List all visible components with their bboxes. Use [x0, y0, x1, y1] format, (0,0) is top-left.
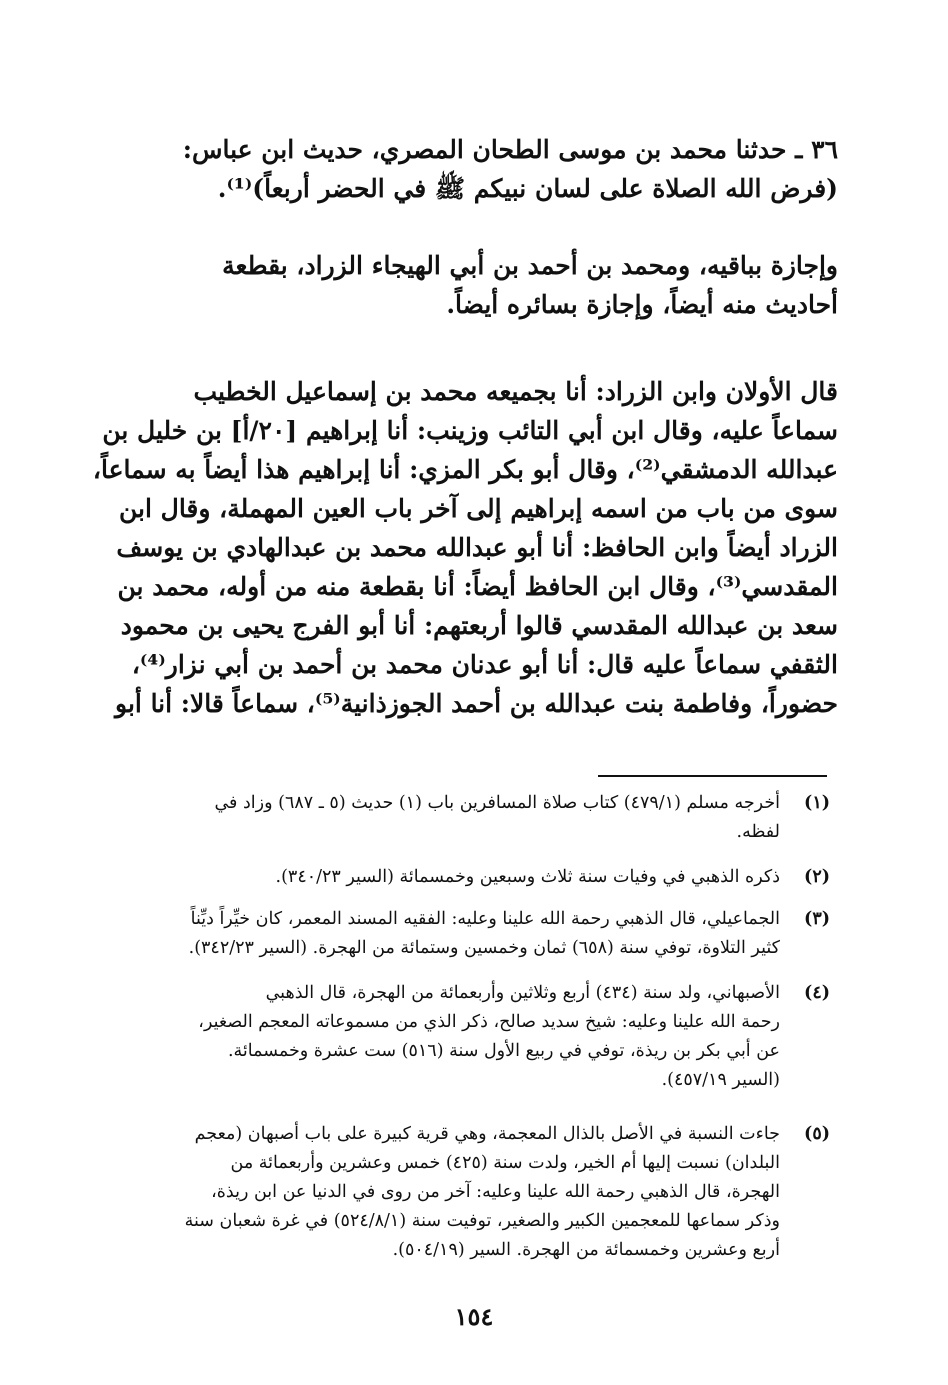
text-line: الثقفي سماعاً عليه قال: أنا أبو عدنان محمد بن أحمد بن أبي نزار⁽⁴⁾،: [131, 650, 838, 679]
footnote-number: (٣): [804, 909, 830, 929]
footnote-line: أخرجه مسلم (٤٧٩/١) كتاب صلاة المسافرين باب (١) حديث (٥ ـ ٦٨٧) وزاد في: [214, 793, 780, 813]
footnote-line: الأصبهاني، ولد سنة (٤٣٤) أربع وثلاثين وأربعمائة من الهجرة، قال الذهبي: [265, 983, 780, 1003]
text-line: الزراد أيضاً وابن الحافظ: أنا أبو عبدالله محمد بن عبدالهادي بن يوسف: [116, 533, 838, 562]
text-line: أحاديث منه أيضاً، وإجازة بسائره أيضاً.: [446, 290, 838, 319]
footnote-line: أربع وعشرين وخمسمائة من الهجرة. السير (٥٠٤/١٩).: [392, 1240, 780, 1260]
text-line: حضوراً، وفاطمة بنت عبدالله بن أحمد الجوزذانية⁽⁵⁾، سماعاً قالا: أنا أبو: [115, 689, 838, 718]
footnote-line: الهجرة، قال الذهبي رحمة الله علينا وعليه: آخر من روى في الدنيا عن ابن ريذة،: [211, 1182, 780, 1202]
paragraph: [86, 372, 838, 723]
footnote-line: (السير ٤٥٧/١٩).: [661, 1070, 780, 1090]
footnote-line: الجماعيلي، قال الذهبي رحمة الله علينا وعليه: الفقيه المسند المعمر، كان خيِّراً ديِّناً: [190, 909, 780, 929]
footnote-line: ذكره الذهبي في وفيات سنة ثلاث وسبعين وخمسمائة (السير ٣٤٠/٢٣).: [275, 867, 780, 887]
paragraph: [86, 246, 838, 324]
footnote-number: (٤): [804, 983, 830, 1003]
footnote-separator: [598, 775, 827, 777]
footnote: [78, 979, 830, 1095]
footnote-number: (٥): [804, 1124, 830, 1144]
text-line: (فرض الله الصلاة على لسان نبيكم ﷺ في الحضر أربعاً)⁽¹⁾.: [217, 174, 838, 203]
footnote-line: كثير التلاوة، توفي سنة (٦٥٨) ثمان وخمسين وستمائة من الهجرة. (السير ٣٤٢/٢٣).: [188, 938, 780, 958]
text-line: عبدالله الدمشقي⁽²⁾، وقال أبو بكر المزي: أنا إبراهيم هذا أيضاً به سماعاً،: [92, 455, 838, 484]
footnote-line: عن أبي بكر بن ريذة، توفي في ربيع الأول سنة (٥١٦) ست عشرة وخمسمائة.: [227, 1041, 780, 1061]
text-line: ٣٦ ـ حدثنا محمد بن موسى الطحان المصري، حديث ابن عباس:: [182, 135, 838, 164]
footnote-number: (٢): [804, 867, 830, 887]
text-line: سعد بن عبدالله المقدسي قالوا أربعتهم: أنا أبو الفرج يحيى بن محمود: [120, 611, 838, 640]
footnote-line: لفظه.: [736, 822, 780, 842]
hadith-paragraph: [86, 130, 838, 208]
text-line: سوى من باب من اسمه إبراهيم إلى آخر باب العين المهملة، وقال ابن: [119, 494, 838, 523]
footnote: [78, 1120, 830, 1265]
footnote: [78, 863, 830, 892]
text-line: قال الأولان وابن الزراد: أنا بجميعه محمد بن إسماعيل الخطيب: [193, 377, 838, 406]
footnote-line: وذكر سماعها للمعجمين الكبير والصغير، توفيت سنة (٥٢٤/٨/١) في غرة شعبان سنة: [184, 1211, 780, 1231]
text-line: سماعاً عليه، وقال ابن أبي التائب وزينب: أنا إبراهيم [٢٠/أ] بن خليل بن: [102, 416, 838, 445]
footnote-line: رحمة الله علينا وعليه: شيخ سديد صالح، ذكر الذي من مسموعاته المعجم الصغير،: [198, 1012, 780, 1032]
footnote-line: جاءت النسبة في الأصل بالذال المعجمة، وهي قرية كبيرة على باب أصبهان (معجم: [194, 1124, 780, 1144]
footnote: [78, 905, 830, 963]
text-line: وإجازة بباقيه، ومحمد بن أحمد بن أبي الهيجاء الزراد، بقطعة: [222, 251, 838, 280]
page-number: ١٥٤: [454, 1302, 494, 1331]
footnote: [78, 789, 830, 847]
footnote-line: البلدان) نسبت إليها أم الخير، ولدت سنة (٤٢٥) خمس وعشرين وأربعمائة من: [230, 1153, 780, 1173]
footnote-number: (١): [804, 793, 830, 813]
text-line: المقدسي⁽³⁾، وقال ابن الحافظ أيضاً: أنا بقطعة منه من أوله، محمد بن: [117, 572, 838, 601]
